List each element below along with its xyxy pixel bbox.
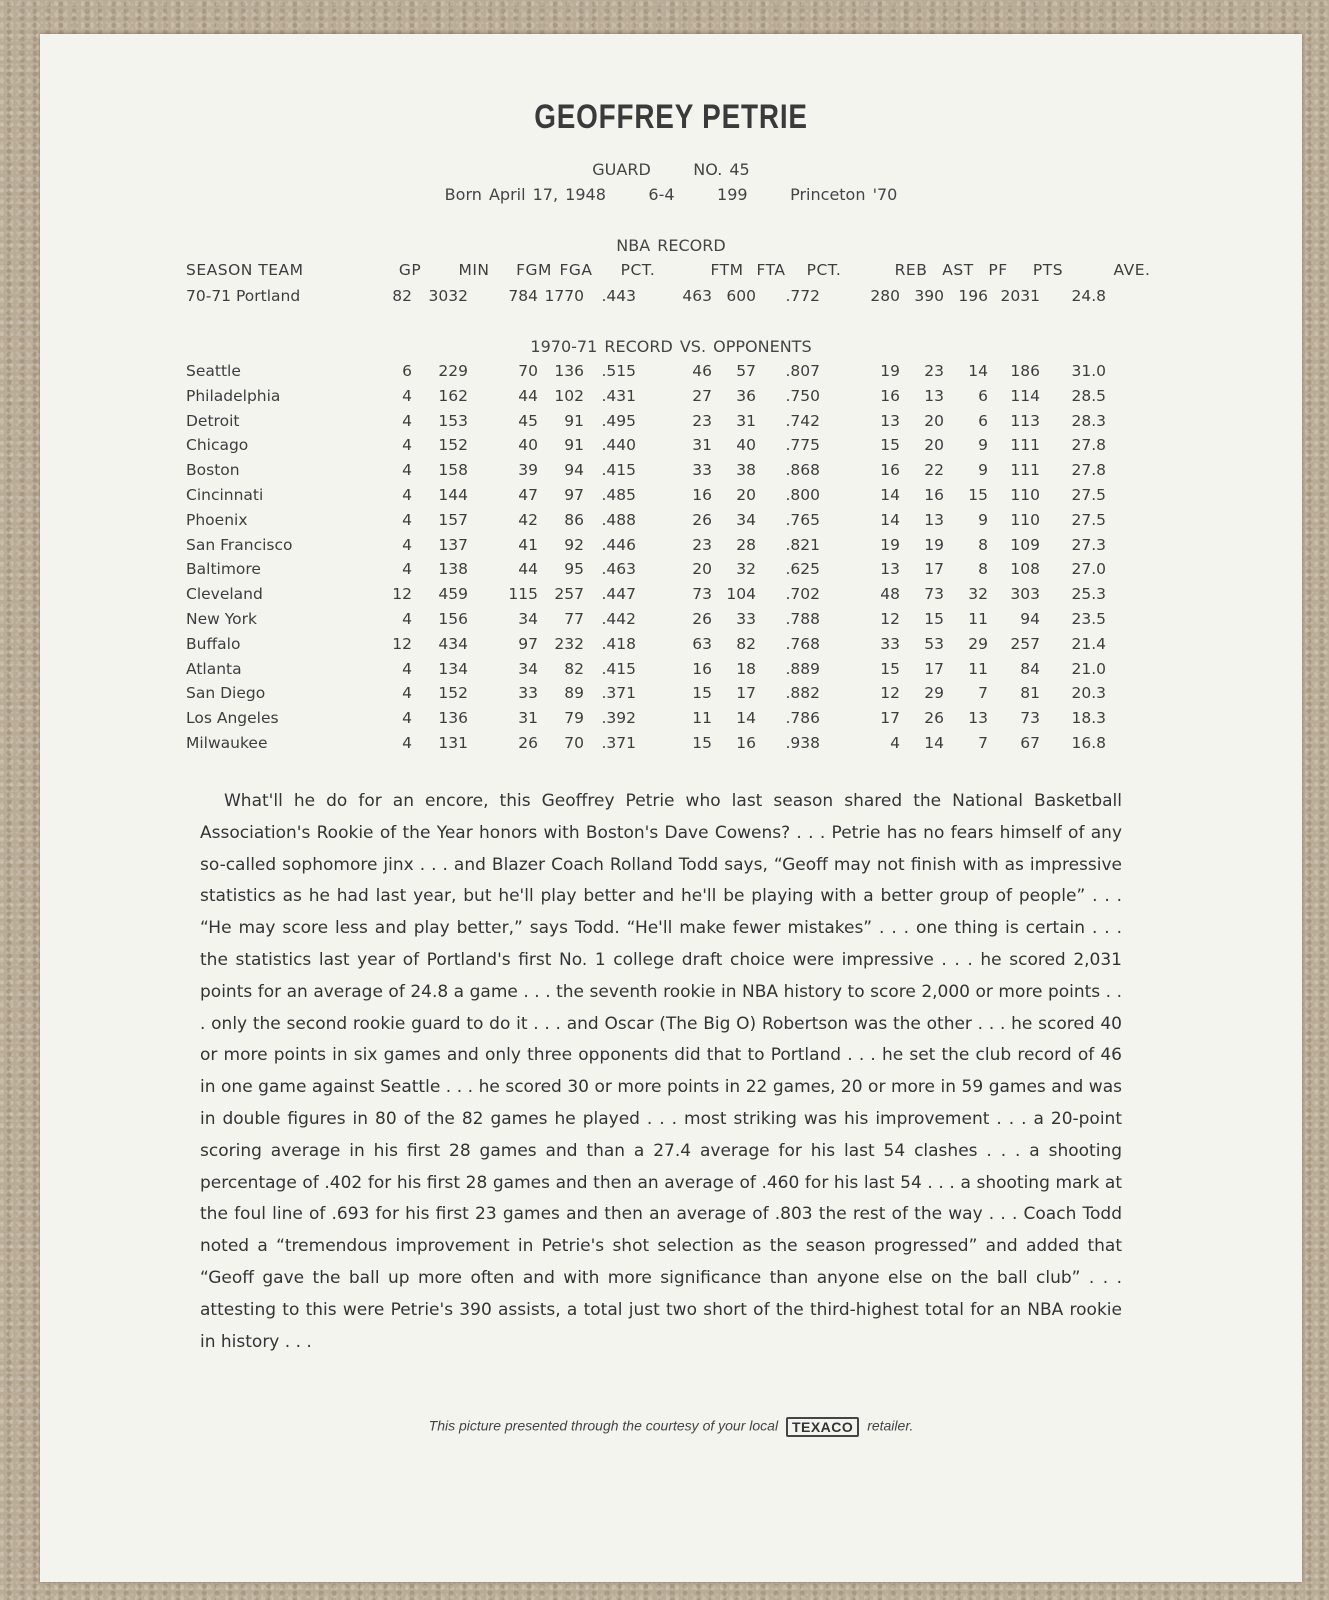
opp-cell-min: 229 <box>438 362 468 380</box>
nba-cell-gp: 82 <box>392 287 412 305</box>
opp-cell-min: 134 <box>438 659 468 678</box>
opp-cell-ast: 53 <box>924 634 944 653</box>
opp-cell-fgm: 26 <box>518 734 538 752</box>
opp-cell-gp: 4 <box>402 486 412 504</box>
opp-cell-fgm: 33 <box>518 684 538 703</box>
opp-cell-pts: 303 <box>1010 585 1040 604</box>
opp-cell-min: 153 <box>438 411 468 430</box>
opp-cell-ft-pct: .788 <box>785 610 820 628</box>
opp-cell-fta: 20 <box>736 486 756 504</box>
opp-cell-min: 138 <box>438 560 468 579</box>
opp-cell-fg-pct: .495 <box>601 411 636 430</box>
opp-cell-fg-pct: .446 <box>601 535 636 554</box>
opp-cell-ave: 18.3 <box>1071 709 1106 728</box>
opp-cell-ave: 21.4 <box>1071 634 1106 653</box>
opp-cell-ast: 20 <box>924 411 944 430</box>
opp-cell-pf: 7 <box>978 734 988 752</box>
nba-cell-reb: 280 <box>870 287 900 305</box>
opp-cell-gp: 4 <box>402 560 412 579</box>
opp-cell-ft-pct: .821 <box>785 535 820 554</box>
opp-cell-ftm: 11 <box>692 709 712 728</box>
opp-cell-fta: 34 <box>736 510 756 529</box>
opp-cell-ave: 27.0 <box>1071 560 1106 579</box>
player-name: GEOFFREY PETRIE <box>534 98 808 136</box>
opp-cell-ast: 14 <box>924 734 944 752</box>
opp-cell-pf: 11 <box>968 610 988 628</box>
player-position: GUARD <box>592 160 651 179</box>
opp-cell-team: Atlanta <box>186 659 242 678</box>
opp-cell-pts: 109 <box>1010 535 1040 554</box>
nba-cell-ave: 24.8 <box>1071 287 1106 305</box>
opp-cell-fgm: 97 <box>518 634 538 653</box>
opp-cell-min: 137 <box>438 535 468 554</box>
opp-cell-ftm: 33 <box>692 461 712 480</box>
opp-cell-reb: 19 <box>880 362 900 380</box>
opponents-title: 1970-71 RECORD VS. OPPONENTS <box>530 337 812 356</box>
opp-cell-ft-pct: .800 <box>785 486 820 504</box>
opp-cell-pf: 6 <box>978 411 988 430</box>
opp-cell-fgm: 44 <box>518 560 538 579</box>
opp-cell-reb: 14 <box>880 486 900 504</box>
opp-cell-pts: 94 <box>1020 610 1040 628</box>
opp-cell-ft-pct: .882 <box>785 684 820 703</box>
texaco-logo: TEXACO <box>786 1417 859 1437</box>
opp-cell-fga: 77 <box>564 610 584 628</box>
opp-cell-fta: 17 <box>736 684 756 703</box>
opp-cell-ft-pct: .750 <box>785 386 820 405</box>
opp-cell-fta: 18 <box>736 659 756 678</box>
opp-cell-pf: 13 <box>968 709 988 728</box>
opp-cell-fg-pct: .371 <box>601 734 636 752</box>
opp-cell-fta: 38 <box>736 461 756 480</box>
opp-cell-ftm: 27 <box>692 386 712 405</box>
opp-cell-gp: 4 <box>402 610 412 628</box>
opp-cell-gp: 4 <box>402 734 412 752</box>
opp-cell-ast: 19 <box>924 535 944 554</box>
opp-cell-fg-pct: .415 <box>601 659 636 678</box>
opp-cell-fta: 16 <box>736 734 756 752</box>
opp-cell-pts: 110 <box>1010 486 1040 504</box>
opp-cell-pf: 9 <box>978 436 988 455</box>
opp-cell-ftm: 46 <box>692 362 712 380</box>
player-college: Princeton '70 <box>790 185 898 204</box>
opp-cell-min: 157 <box>438 510 468 529</box>
footer-text-before: This picture presented through the courtesy of your local <box>428 1417 779 1434</box>
bio-text: What'll he do for an encore, this Geoffrey Petrie who last season shared the National Basketball Association's Rookie of the Year honors with Boston's Dave Cowens? . . . Petrie has no fears himself of any so-called sophomore jinx . . . and Blazer Coach Rolland Todd says, “Geoff may not finish with as impressive statistics as he had last year, but he'll play better and he'll be playing with a better group of people” . . . “He may score less and play better,” says Todd. “He'll make fewer mistakes” . . . one thing is certain . . . the statistics last year of Portland's first No. 1 college draft choice were impressive . . . he scored 2,031 points for an average of 24.8 a game . . . the seventh rookie in NBA history to score 2,000 or more points . . . only the second rookie guard to do it . . . and Oscar (The Big O) Robertson was the other . . . he scored 40 or more points in six games and only three opponents did that to Portland . . . he set the club record of 46 in one game against Seattle . . . he scored 30 or more points in 22 games, 20 or more in 59 games and was in double figures in 80 of the 82 games he played . . . most striking was his improvement . . . a 20-point scoring average in his first 28 games and than a 27.4 average for his last 54 clashes . . . a shooting percentage of .402 for his first 28 games and then an average of .460 for his last 54 . . . a shooting mark at the foul line of .693 for his first 23 games and then an average of .803 the rest of the way . . . Coach Todd noted a “tremendous improvement in Petrie's shot selection as the season progressed” and added that “Geoff gave the ball up more often and with more significance than anyone else on the ball club” . . . attesting to this were Petrie's 390 assists, a total just two short of the third-highest total for an NBA rookie in history . . . <box>200 791 1122 1352</box>
opp-cell-pf: 32 <box>968 585 988 604</box>
opp-cell-gp: 4 <box>402 535 412 554</box>
position-line <box>40 160 1302 179</box>
opp-cell-fg-pct: .371 <box>601 684 636 703</box>
opp-cell-fga: 79 <box>564 709 584 728</box>
opp-cell-ft-pct: .889 <box>785 659 820 678</box>
opp-cell-gp: 4 <box>402 684 412 703</box>
opp-cell-fta: 40 <box>736 436 756 455</box>
column-header-fga: FGA <box>559 261 593 279</box>
opp-cell-gp: 4 <box>402 386 412 405</box>
opp-cell-ast: 20 <box>924 436 944 455</box>
opp-cell-fga: 136 <box>554 362 584 380</box>
opp-cell-pf: 7 <box>978 684 988 703</box>
opp-cell-min: 152 <box>438 684 468 703</box>
opp-cell-pf: 8 <box>978 560 988 579</box>
opp-cell-min: 434 <box>438 634 468 653</box>
opp-cell-ast: 16 <box>924 486 944 504</box>
column-header-pf: PF <box>988 261 1008 279</box>
opp-cell-fgm: 115 <box>508 585 538 604</box>
opp-cell-fg-pct: .488 <box>601 510 636 529</box>
stat-sheet <box>40 34 1302 1582</box>
opp-cell-fga: 257 <box>554 585 584 604</box>
opp-cell-fgm: 44 <box>518 386 538 405</box>
opp-cell-pf: 9 <box>978 510 988 529</box>
opp-cell-pts: 110 <box>1010 510 1040 529</box>
opp-cell-ave: 27.3 <box>1071 535 1106 554</box>
opp-cell-fta: 33 <box>736 610 756 628</box>
opp-cell-ave: 27.5 <box>1071 510 1106 529</box>
opp-cell-reb: 17 <box>880 709 900 728</box>
opp-cell-ave: 20.3 <box>1071 684 1106 703</box>
opp-cell-team: Boston <box>186 461 240 480</box>
opp-cell-fga: 70 <box>564 734 584 752</box>
player-number: NO. 45 <box>693 160 750 179</box>
column-header-team: SEASON TEAM <box>186 261 304 279</box>
opp-cell-fgm: 41 <box>518 535 538 554</box>
opp-cell-team: Los Angeles <box>186 709 279 728</box>
opp-cell-ft-pct: .775 <box>785 436 820 455</box>
opp-cell-pf: 11 <box>968 659 988 678</box>
opp-cell-ast: 29 <box>924 684 944 703</box>
nba-cell-ftm: 463 <box>682 287 712 305</box>
opp-cell-fga: 89 <box>564 684 584 703</box>
opp-cell-fta: 36 <box>736 386 756 405</box>
opp-cell-pf: 8 <box>978 535 988 554</box>
opp-cell-fg-pct: .485 <box>601 486 636 504</box>
opp-cell-fg-pct: .442 <box>601 610 636 628</box>
opp-cell-ft-pct: .807 <box>785 362 820 380</box>
opp-cell-gp: 4 <box>402 436 412 455</box>
opp-cell-pts: 114 <box>1010 386 1040 405</box>
player-weight: 199 <box>717 185 748 204</box>
column-header-ft-pct: PCT. <box>806 261 842 279</box>
opp-cell-ave: 27.5 <box>1071 486 1106 504</box>
opp-cell-ftm: 26 <box>692 610 712 628</box>
opp-cell-ft-pct: .702 <box>785 585 820 604</box>
column-header-min: MIN <box>458 261 490 279</box>
opp-cell-fg-pct: .463 <box>601 560 636 579</box>
opp-cell-ftm: 23 <box>692 411 712 430</box>
opp-cell-pf: 14 <box>968 362 988 380</box>
opp-cell-fga: 102 <box>554 386 584 405</box>
opp-cell-ave: 25.3 <box>1071 585 1106 604</box>
opp-cell-fga: 95 <box>564 560 584 579</box>
opp-cell-min: 158 <box>438 461 468 480</box>
opp-cell-gp: 6 <box>402 362 412 380</box>
opp-cell-ast: 17 <box>924 560 944 579</box>
opp-cell-ftm: 15 <box>692 734 712 752</box>
opp-cell-team: San Diego <box>186 684 266 703</box>
opp-cell-team: Baltimore <box>186 560 261 579</box>
opp-cell-min: 459 <box>438 585 468 604</box>
opp-cell-ftm: 63 <box>692 634 712 653</box>
opp-cell-ftm: 26 <box>692 510 712 529</box>
opp-cell-team: Philadelphia <box>186 386 281 405</box>
opp-cell-fta: 104 <box>726 585 756 604</box>
opp-cell-fg-pct: .415 <box>601 461 636 480</box>
opp-cell-ftm: 73 <box>692 585 712 604</box>
opp-cell-ftm: 16 <box>692 659 712 678</box>
footer-credit <box>40 1417 1302 1437</box>
opp-cell-pts: 73 <box>1020 709 1040 728</box>
opp-cell-pts: 186 <box>1010 362 1040 380</box>
opp-cell-fg-pct: .392 <box>601 709 636 728</box>
opp-cell-reb: 12 <box>880 684 900 703</box>
opp-cell-team: Milwaukee <box>186 734 268 752</box>
column-header-ave: AVE. <box>1113 261 1151 279</box>
opp-cell-fta: 28 <box>736 535 756 554</box>
opp-cell-min: 152 <box>438 436 468 455</box>
opp-cell-gp: 4 <box>402 461 412 480</box>
opp-cell-fga: 86 <box>564 510 584 529</box>
opp-cell-ave: 28.5 <box>1071 386 1106 405</box>
opp-cell-ast: 15 <box>924 610 944 628</box>
opp-cell-ave: 31.0 <box>1071 362 1106 380</box>
opp-cell-fgm: 70 <box>518 362 538 380</box>
opp-cell-ftm: 20 <box>692 560 712 579</box>
opp-cell-team: San Francisco <box>186 535 293 554</box>
opp-cell-fga: 91 <box>564 411 584 430</box>
opp-cell-pf: 6 <box>978 386 988 405</box>
opp-cell-ft-pct: .625 <box>785 560 820 579</box>
opp-cell-ftm: 31 <box>692 436 712 455</box>
opp-cell-team: Chicago <box>186 436 249 455</box>
opp-cell-pts: 84 <box>1020 659 1040 678</box>
opp-cell-ast: 13 <box>924 510 944 529</box>
nba-cell-fgm: 784 <box>508 287 538 305</box>
column-header-pts: PTS <box>1032 261 1064 279</box>
bio-line <box>40 185 1302 204</box>
opp-cell-reb: 15 <box>880 659 900 678</box>
opp-cell-ast: 73 <box>924 585 944 604</box>
opp-cell-fgm: 39 <box>518 461 538 480</box>
opp-cell-ave: 23.5 <box>1071 610 1106 628</box>
opp-cell-fta: 57 <box>736 362 756 380</box>
opp-cell-fgm: 31 <box>518 709 538 728</box>
opp-cell-team: Detroit <box>186 411 240 430</box>
opp-cell-fta: 32 <box>736 560 756 579</box>
opp-cell-gp: 12 <box>392 634 412 653</box>
opp-cell-min: 131 <box>438 734 468 752</box>
opp-cell-team: Phoenix <box>186 510 248 529</box>
birth-date: Born April 17, 1948 <box>444 185 606 204</box>
opp-cell-ave: 16.8 <box>1071 734 1106 752</box>
column-header-ast: AST <box>942 261 974 279</box>
opp-cell-pf: 9 <box>978 461 988 480</box>
opp-cell-fg-pct: .431 <box>601 386 636 405</box>
opp-cell-reb: 4 <box>890 734 900 752</box>
opp-cell-fga: 97 <box>564 486 584 504</box>
column-header-gp: GP <box>398 261 422 279</box>
column-header-fg-pct: PCT. <box>620 261 656 279</box>
opp-cell-ast: 17 <box>924 659 944 678</box>
opp-cell-gp: 4 <box>402 709 412 728</box>
column-header-ftm: FTM <box>710 261 744 279</box>
opp-cell-fga: 82 <box>564 659 584 678</box>
opp-cell-pts: 111 <box>1010 461 1040 480</box>
nba-cell-min: 3032 <box>428 287 468 305</box>
nba-cell-fg-pct: .443 <box>601 287 636 305</box>
opp-cell-pts: 108 <box>1010 560 1040 579</box>
opp-cell-ft-pct: .868 <box>785 461 820 480</box>
opp-cell-ast: 13 <box>924 386 944 405</box>
opp-cell-team: Cleveland <box>186 585 263 604</box>
opp-cell-reb: 48 <box>880 585 900 604</box>
opp-cell-fgm: 47 <box>518 486 538 504</box>
opp-cell-ave: 28.3 <box>1071 411 1106 430</box>
opp-cell-team: New York <box>186 610 257 628</box>
opp-cell-gp: 12 <box>392 585 412 604</box>
nba-cell-fta: 600 <box>726 287 756 305</box>
footer-text-after: retailer. <box>867 1417 914 1434</box>
nba-record-title: NBA RECORD <box>616 236 726 255</box>
opp-cell-fg-pct: .447 <box>601 585 636 604</box>
opp-cell-ave: 27.8 <box>1071 461 1106 480</box>
opp-cell-fg-pct: .515 <box>601 362 636 380</box>
opp-cell-pts: 67 <box>1020 734 1040 752</box>
opp-cell-pts: 81 <box>1020 684 1040 703</box>
opp-cell-ftm: 16 <box>692 486 712 504</box>
opp-cell-min: 136 <box>438 709 468 728</box>
opp-cell-fg-pct: .440 <box>601 436 636 455</box>
opp-cell-fg-pct: .418 <box>601 634 636 653</box>
nba-cell-fga: 1770 <box>544 287 584 305</box>
opp-cell-fga: 92 <box>564 535 584 554</box>
opp-cell-fta: 14 <box>736 709 756 728</box>
opp-cell-team: Seattle <box>186 362 241 380</box>
opp-cell-gp: 4 <box>402 510 412 529</box>
column-header-fgm: FGM <box>516 261 552 279</box>
opp-cell-reb: 13 <box>880 411 900 430</box>
opp-cell-reb: 16 <box>880 386 900 405</box>
opp-cell-min: 144 <box>438 486 468 504</box>
opp-cell-fta: 31 <box>736 411 756 430</box>
opp-cell-ast: 23 <box>924 362 944 380</box>
opp-cell-fga: 91 <box>564 436 584 455</box>
nba-cell-pts: 2031 <box>1000 287 1040 305</box>
opp-cell-fga: 232 <box>554 634 584 653</box>
opp-cell-reb: 12 <box>880 610 900 628</box>
opp-cell-ave: 21.0 <box>1071 659 1106 678</box>
opp-cell-min: 156 <box>438 610 468 628</box>
opp-cell-gp: 4 <box>402 411 412 430</box>
opp-cell-reb: 13 <box>880 560 900 579</box>
opp-cell-ftm: 23 <box>692 535 712 554</box>
opp-cell-ftm: 15 <box>692 684 712 703</box>
opp-cell-min: 162 <box>438 386 468 405</box>
nba-cell-ast: 390 <box>914 287 944 305</box>
opp-cell-team: Buffalo <box>186 634 241 653</box>
nba-cell-team: 70-71 Portland <box>186 287 301 305</box>
opp-cell-pts: 257 <box>1010 634 1040 653</box>
opp-cell-fgm: 40 <box>518 436 538 455</box>
opp-cell-ast: 26 <box>924 709 944 728</box>
opp-cell-fgm: 45 <box>518 411 538 430</box>
opp-cell-pts: 111 <box>1010 436 1040 455</box>
opp-cell-team: Cincinnati <box>186 486 264 504</box>
opp-cell-fta: 82 <box>736 634 756 653</box>
opp-cell-pf: 29 <box>968 634 988 653</box>
opp-cell-ft-pct: .768 <box>785 634 820 653</box>
opp-cell-fga: 94 <box>564 461 584 480</box>
column-header-fta: FTA <box>756 261 786 279</box>
nba-cell-ft-pct: .772 <box>785 287 820 305</box>
column-header-reb: REB <box>894 261 928 279</box>
opp-cell-ft-pct: .938 <box>785 734 820 752</box>
opp-cell-fgm: 34 <box>518 610 538 628</box>
opp-cell-ft-pct: .765 <box>785 510 820 529</box>
opp-cell-reb: 15 <box>880 436 900 455</box>
opp-cell-reb: 16 <box>880 461 900 480</box>
opp-cell-pts: 113 <box>1010 411 1040 430</box>
nba-cell-pf: 196 <box>958 287 988 305</box>
opp-cell-ave: 27.8 <box>1071 436 1106 455</box>
opp-cell-ft-pct: .786 <box>785 709 820 728</box>
opp-cell-fgm: 34 <box>518 659 538 678</box>
opp-cell-pf: 15 <box>968 486 988 504</box>
opp-cell-reb: 19 <box>880 535 900 554</box>
player-height: 6-4 <box>648 185 675 204</box>
opp-cell-ft-pct: .742 <box>785 411 820 430</box>
opp-cell-reb: 33 <box>880 634 900 653</box>
opp-cell-gp: 4 <box>402 659 412 678</box>
opp-cell-fgm: 42 <box>518 510 538 529</box>
opp-cell-reb: 14 <box>880 510 900 529</box>
opp-cell-ast: 22 <box>924 461 944 480</box>
